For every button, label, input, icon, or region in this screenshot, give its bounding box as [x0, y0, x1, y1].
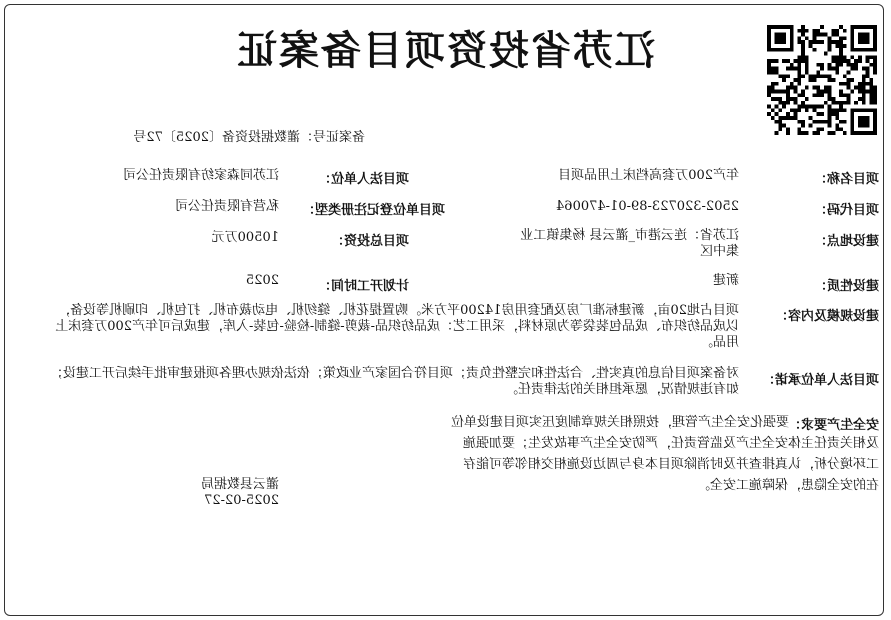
label-registration-type: 项目单位登记注册类型： — [301, 203, 445, 218]
label-commitment: 项目法人单位承诺： — [761, 373, 879, 388]
value-scale-content: 项目占地20亩，新建标准厂房及配套用房14200平方米。购置提花机、缝纫机、电动裁布机、打包机、印刷机等设备，以成品纺织布、成品包装袋等为原材料，采用工艺：成品纺织品-裁剪-缝制-检验-包装-入库，建成后可年产200万套床上用品。 — [55, 303, 739, 350]
label-construction-nature: 建设性质： — [813, 279, 879, 294]
value-registration-type: 私营有限责任公司 — [174, 199, 279, 214]
value-commitment: 对备案项目信息的真实性、合法性和完整性负责；项目符合国家产业政策；依法依规办理各项报建审批手续后开工建设；如有违规情况，愿承担相关的法律责任。 — [49, 366, 739, 397]
record-number: 备案证号：灌数据投资备〔2025〕72号 — [133, 130, 365, 145]
document-title: 江苏省投资项目备案证 — [235, 27, 655, 74]
value-start-time: 2025 — [245, 273, 279, 288]
value-project-name: 年产200万套高档床上用品项目 — [558, 168, 739, 183]
value-safety: 要强化安全生产管理，按照相关规章制度压实项目建设单位及相关责任主体安全生产及监管责任，严防安全生产事故发生；要加强施工环境分析，认真排查并及时消除项目本身与周边设施相交相邻等可能存在的安全隐患，保障施工安全。 — [450, 415, 879, 493]
mirrored-document — [5, 5, 884, 616]
value-project-code: 2502-320723-89-01-470064 — [556, 199, 739, 214]
label-start-time: 计划开工时间： — [317, 279, 409, 294]
value-total-investment: 10500万元 — [211, 230, 279, 245]
certificate-frame — [4, 4, 884, 616]
value-legal-entity: 江苏同森家纺有限责任公司 — [122, 168, 279, 183]
issue-date: 2025-02-27 — [204, 493, 279, 508]
issuer-name: 灌云县数据局 — [200, 477, 279, 492]
label-total-investment: 项目总投资： — [330, 234, 409, 249]
label-project-code: 项目代码： — [813, 203, 879, 218]
value-construction-nature: 新建 — [712, 273, 739, 288]
label-location: 建设地点： — [813, 234, 879, 249]
label-scale-content: 建设规模及内容： — [774, 309, 879, 324]
value-location: 江苏省：连云港市_灌云县 杨集镇工业集中区 — [520, 228, 739, 259]
label-legal-entity: 项目法人单位： — [317, 172, 409, 187]
label-project-name: 项目名称： — [813, 172, 879, 187]
qr-code-icon — [767, 23, 877, 137]
label-safety: 安全生产要求： — [787, 418, 879, 433]
